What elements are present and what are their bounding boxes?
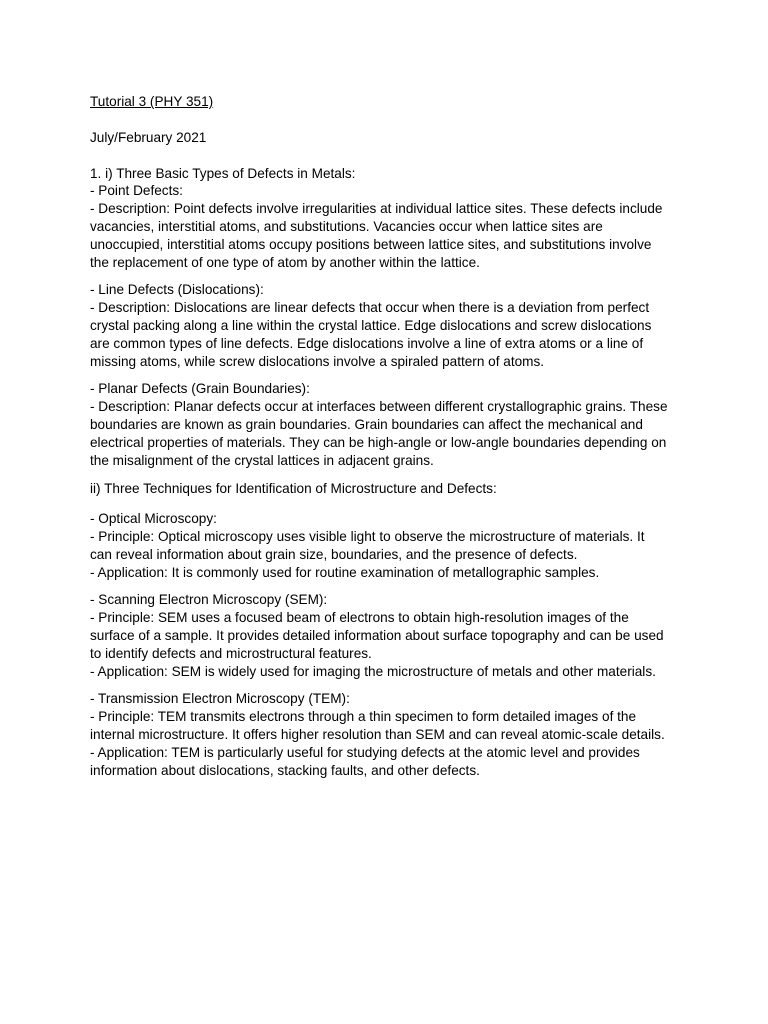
section-line: - Principle: Optical microscopy uses visible light to observe the microstructure of materials. It xyxy=(90,528,645,544)
section-line: crystal packing along a line within the crystal lattice. Edge dislocations and screw dislocations xyxy=(90,317,652,333)
q1-section-planar-defects xyxy=(90,380,700,469)
spacer xyxy=(90,581,700,591)
section-line: - Description: Dislocations are linear defects that occur when there is a deviation from perfect xyxy=(90,300,650,316)
section-line: - Principle: TEM transmits electrons through a thin specimen to form detailed images of the xyxy=(90,709,637,725)
section-name: - Scanning Electron Microscopy (SEM): xyxy=(90,592,328,608)
q2-heading: ii) Three Techniques for Identification of Microstructure and Defects: xyxy=(90,481,497,497)
section-line: to identify defects and microstructural features. xyxy=(90,645,372,661)
document-title: Tutorial 3 (PHY 351) xyxy=(90,94,214,109)
section-name: - Point Defects: xyxy=(90,183,183,199)
q2-section-optical xyxy=(90,510,700,581)
spacer xyxy=(90,370,700,380)
section-line: - Application: It is commonly used for routine examination of metallographic samples. xyxy=(90,564,600,580)
section-line: - Description: Planar defects occur at interfaces between different crystallographic grains. These xyxy=(90,399,668,415)
spacer xyxy=(90,469,700,480)
q2-section-sem xyxy=(90,591,700,680)
section-line: internal microstructure. It offers higher resolution than SEM and can reveal atomic-scale details. xyxy=(90,726,665,742)
section-name: - Planar Defects (Grain Boundaries): xyxy=(90,381,310,397)
section-line: can reveal information about grain size, boundaries, and the presence of defects. xyxy=(90,546,578,562)
section-line: vacancies, interstitial atoms, and substitutions. Vacancies occur when lattice sites are xyxy=(90,218,603,234)
section-name: - Transmission Electron Microscopy (TEM): xyxy=(90,691,350,707)
spacer xyxy=(90,680,700,690)
q1-section-line-defects xyxy=(90,281,700,370)
spacer xyxy=(90,271,700,281)
section-line: the replacement of one type of atom by another within the lattice. xyxy=(90,254,480,270)
section-name: - Optical Microscopy: xyxy=(90,511,217,527)
section-line: boundaries are known as grain boundaries. Grain boundaries can affect the mechanical and xyxy=(90,416,643,432)
section-line: - Principle: SEM uses a focused beam of electrons to obtain high-resolution images of the xyxy=(90,610,629,626)
section-line: are common types of line defects. Edge dislocations involve a line of extra atoms or a line of xyxy=(90,335,644,351)
section-line: electrical properties of materials. They can be high-angle or low-angle boundaries depending on xyxy=(90,434,667,450)
section-line: missing atoms, while screw dislocations involve a spiraled pattern of atoms. xyxy=(90,353,545,369)
section-line: unoccupied, interstitial atoms occupy positions between lattice sites, and substitutions involve xyxy=(90,236,652,252)
section-line: - Description: Point defects involve irregularities at individual lattice sites. These defects include xyxy=(90,201,663,217)
q1-heading: 1. i) Three Basic Types of Defects in Metals: xyxy=(90,165,356,181)
section-line: information about dislocations, stacking faults, and other defects. xyxy=(90,762,480,778)
section-line: - Application: TEM is particularly useful for studying defects at the atomic level and provides xyxy=(90,744,640,760)
section-name: - Line Defects (Dislocations): xyxy=(90,282,264,298)
q1-section-point-defects xyxy=(90,182,700,271)
section-line: - Application: SEM is widely used for imaging the microstructure of metals and other materials. xyxy=(90,663,656,679)
document-date: July/February 2021 xyxy=(90,129,207,145)
section-line: surface of a sample. It provides detailed information about surface topography and can be used xyxy=(90,627,664,643)
q2-section-tem xyxy=(90,690,700,779)
section-line: the misalignment of the crystal lattices in adjacent grains. xyxy=(90,452,434,468)
document-page xyxy=(90,93,700,779)
